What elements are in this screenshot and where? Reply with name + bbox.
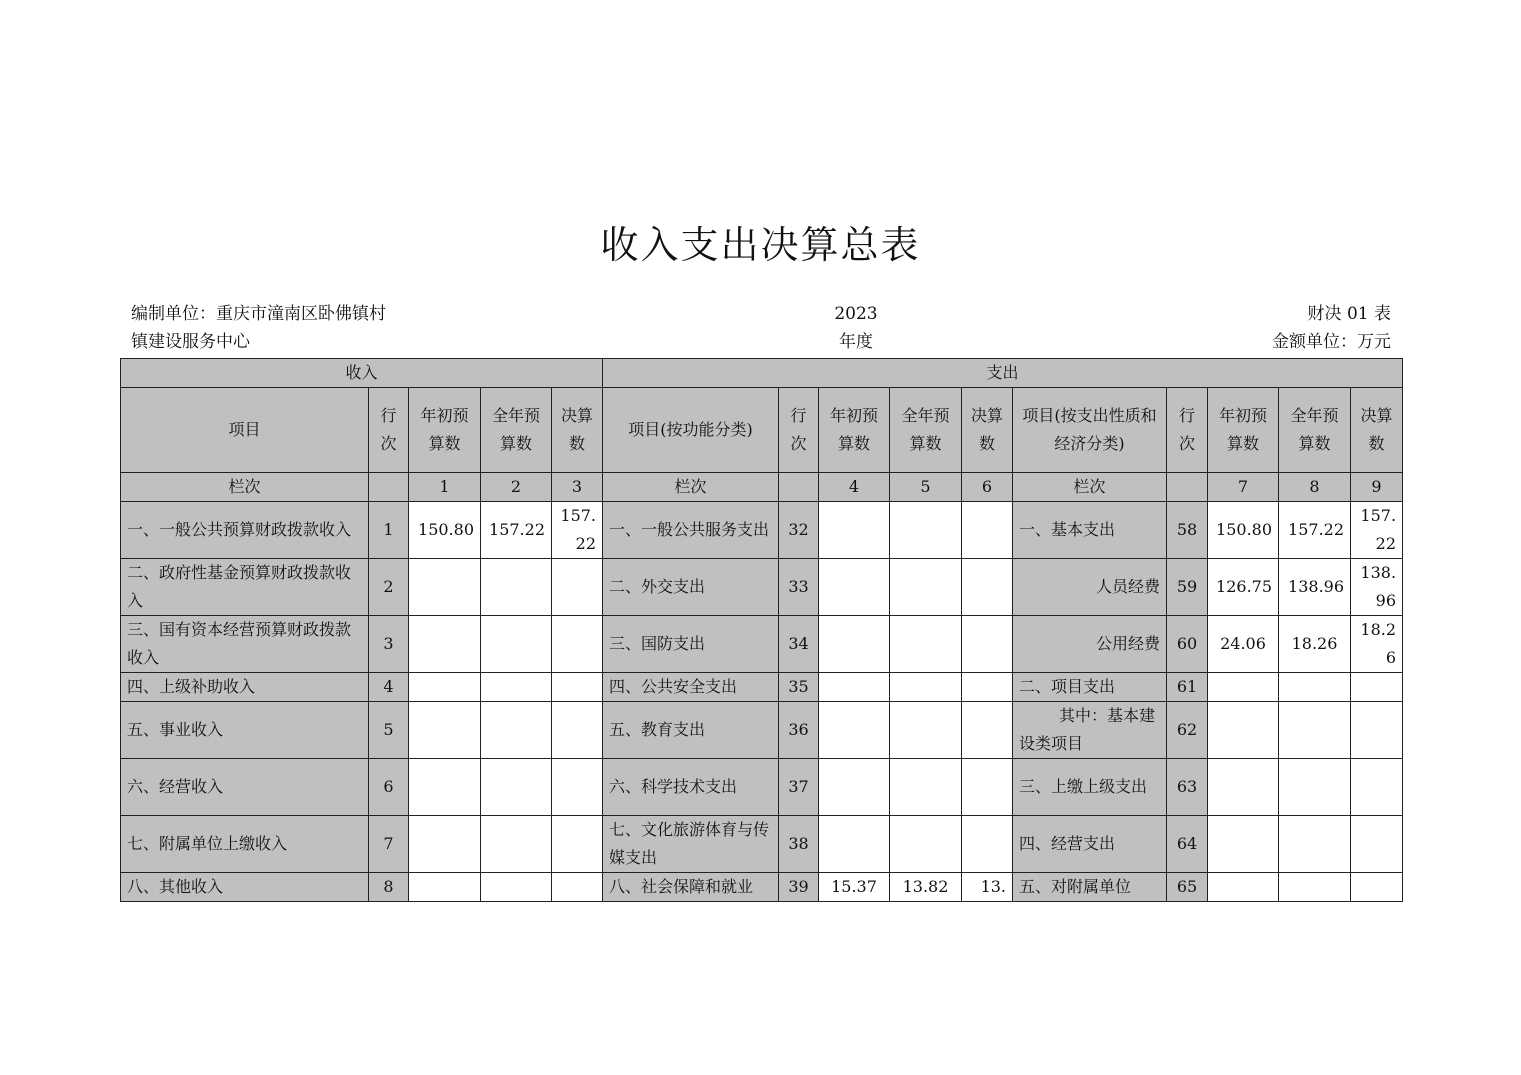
header-row-no: 行次 (779, 388, 819, 473)
header-budget-initial: 年初预算数 (1208, 388, 1279, 473)
compiling-unit: 编制单位：重庆市潼南区卧佛镇村镇建设服务中心 (131, 304, 386, 352)
income-budget-full (481, 873, 552, 902)
income-budget-initial (409, 673, 481, 702)
function-row-no: 36 (779, 702, 819, 759)
column-number: 9 (1351, 473, 1403, 502)
function-row-no: 39 (779, 873, 819, 902)
header-item-by-economic: 项目(按支出性质和经济分类) (1013, 388, 1167, 473)
function-budget-full (890, 759, 962, 816)
income-item: 三、国有资本经营预算财政拨款收入 (121, 616, 369, 673)
header-budget-full: 全年预算数 (481, 388, 552, 473)
income-final (552, 673, 603, 702)
economic-row-no: 63 (1167, 759, 1208, 816)
header-budget-initial: 年初预算数 (819, 388, 890, 473)
income-item: 一、一般公共预算财政拨款收入 (121, 502, 369, 559)
function-budget-full (890, 616, 962, 673)
income-row-no: 7 (369, 816, 409, 873)
function-item: 四、公共安全支出 (603, 673, 779, 702)
economic-final: 157.22 (1351, 502, 1403, 559)
economic-budget-full: 157.22 (1279, 502, 1351, 559)
economic-item: 公用经费 (1013, 616, 1167, 673)
function-final (962, 616, 1013, 673)
section-header-row (121, 359, 1403, 388)
income-budget-initial (409, 559, 481, 616)
economic-budget-initial: 24.06 (1208, 616, 1279, 673)
section-expense: 支出 (603, 359, 1403, 388)
economic-row-no: 60 (1167, 616, 1208, 673)
economic-final: 18.26 (1351, 616, 1403, 673)
income-item: 五、事业收入 (121, 702, 369, 759)
economic-budget-initial (1208, 816, 1279, 873)
economic-budget-full: 138.96 (1279, 559, 1351, 616)
income-budget-initial (409, 873, 481, 902)
function-item: 二、外交支出 (603, 559, 779, 616)
function-budget-full (890, 673, 962, 702)
income-budget-full (481, 616, 552, 673)
economic-item: 其中：基本建设类项目 (1013, 702, 1167, 759)
economic-budget-full (1279, 673, 1351, 702)
economic-budget-full (1279, 759, 1351, 816)
income-item: 七、附属单位上缴收入 (121, 816, 369, 873)
income-final (552, 816, 603, 873)
economic-final (1351, 816, 1403, 873)
column-label: 栏次 (1013, 473, 1167, 502)
column-number: 4 (819, 473, 890, 502)
form-code-and-unit (1272, 300, 1391, 356)
economic-item: 四、经营支出 (1013, 816, 1167, 873)
income-item: 六、经营收入 (121, 759, 369, 816)
income-row-no: 1 (369, 502, 409, 559)
function-budget-full (890, 816, 962, 873)
income-budget-full (481, 559, 552, 616)
function-row-no: 33 (779, 559, 819, 616)
economic-budget-full (1279, 873, 1351, 902)
economic-budget-initial (1208, 873, 1279, 902)
income-row-no: 4 (369, 673, 409, 702)
form-code: 财决 01 表 (1307, 304, 1391, 324)
economic-row-no: 65 (1167, 873, 1208, 902)
income-item: 八、其他收入 (121, 873, 369, 902)
economic-row-no: 64 (1167, 816, 1208, 873)
header-row-no: 行次 (1167, 388, 1208, 473)
economic-budget-initial (1208, 702, 1279, 759)
table-row (121, 759, 1403, 816)
income-final (552, 616, 603, 673)
income-budget-full (481, 702, 552, 759)
table-row (121, 502, 1403, 559)
economic-budget-initial (1208, 673, 1279, 702)
function-item: 五、教育支出 (603, 702, 779, 759)
economic-item: 三、上缴上级支出 (1013, 759, 1167, 816)
income-final (552, 702, 603, 759)
income-expense-table (120, 358, 1403, 902)
function-final (962, 559, 1013, 616)
function-final: 13. (962, 873, 1013, 902)
column-number: 2 (481, 473, 552, 502)
header-budget-full: 全年预算数 (890, 388, 962, 473)
income-row-no: 8 (369, 873, 409, 902)
function-budget-initial (819, 702, 890, 759)
income-budget-full (481, 759, 552, 816)
function-final (962, 759, 1013, 816)
report-year: 2023年度 (834, 304, 878, 352)
income-row-no: 2 (369, 559, 409, 616)
economic-final (1351, 702, 1403, 759)
table-row (121, 816, 1403, 873)
table-row (121, 702, 1403, 759)
function-budget-initial (819, 502, 890, 559)
income-budget-initial (409, 616, 481, 673)
function-budget-full: 13.82 (890, 873, 962, 902)
economic-row-no: 58 (1167, 502, 1208, 559)
economic-budget-initial (1208, 759, 1279, 816)
column-number: 7 (1208, 473, 1279, 502)
economic-final (1351, 873, 1403, 902)
economic-final: 138.96 (1351, 559, 1403, 616)
function-budget-full (890, 502, 962, 559)
column-blank (369, 473, 409, 502)
header-row-no: 行次 (369, 388, 409, 473)
function-budget-initial (819, 816, 890, 873)
economic-row-no: 59 (1167, 559, 1208, 616)
table-row (121, 616, 1403, 673)
function-final (962, 673, 1013, 702)
economic-budget-initial: 150.80 (1208, 502, 1279, 559)
economic-row-no: 61 (1167, 673, 1208, 702)
column-number-row (121, 473, 1403, 502)
income-budget-initial (409, 816, 481, 873)
function-budget-initial (819, 759, 890, 816)
header-final: 决算数 (552, 388, 603, 473)
income-budget-full: 157.22 (481, 502, 552, 559)
column-blank (779, 473, 819, 502)
function-item: 六、科学技术支出 (603, 759, 779, 816)
header-final: 决算数 (962, 388, 1013, 473)
economic-item: 人员经费 (1013, 559, 1167, 616)
function-budget-full (890, 702, 962, 759)
page-title: 收入支出决算总表 (600, 223, 921, 267)
header-item-by-function: 项目(按功能分类) (603, 388, 779, 473)
table-row (121, 673, 1403, 702)
column-number: 5 (890, 473, 962, 502)
income-budget-full (481, 673, 552, 702)
income-budget-initial: 150.80 (409, 502, 481, 559)
income-final (552, 873, 603, 902)
economic-item: 二、项目支出 (1013, 673, 1167, 702)
column-number: 1 (409, 473, 481, 502)
economic-row-no: 62 (1167, 702, 1208, 759)
income-row-no: 3 (369, 616, 409, 673)
income-budget-full (481, 816, 552, 873)
economic-item: 五、对附属单位 (1013, 873, 1167, 902)
economic-budget-initial: 126.75 (1208, 559, 1279, 616)
economic-budget-full (1279, 816, 1351, 873)
income-final: 157.22 (552, 502, 603, 559)
function-final (962, 702, 1013, 759)
income-row-no: 5 (369, 702, 409, 759)
income-final (552, 559, 603, 616)
economic-item: 一、基本支出 (1013, 502, 1167, 559)
function-row-no: 37 (779, 759, 819, 816)
amount-unit: 金额单位：万元 (1272, 332, 1391, 352)
function-final (962, 816, 1013, 873)
income-budget-initial (409, 759, 481, 816)
table-row (121, 873, 1403, 902)
economic-budget-full: 18.26 (1279, 616, 1351, 673)
income-final (552, 759, 603, 816)
function-budget-initial (819, 673, 890, 702)
function-row-no: 35 (779, 673, 819, 702)
column-label: 栏次 (603, 473, 779, 502)
column-number: 3 (552, 473, 603, 502)
income-item: 二、政府性基金预算财政拨款收入 (121, 559, 369, 616)
function-final (962, 502, 1013, 559)
function-budget-initial: 15.37 (819, 873, 890, 902)
header-final: 决算数 (1351, 388, 1403, 473)
column-number: 6 (962, 473, 1013, 502)
header-budget-full: 全年预算数 (1279, 388, 1351, 473)
function-row-no: 34 (779, 616, 819, 673)
function-budget-full (890, 559, 962, 616)
economic-final (1351, 673, 1403, 702)
income-budget-initial (409, 702, 481, 759)
section-income: 收入 (121, 359, 603, 388)
column-header-row (121, 388, 1403, 473)
header-budget-initial: 年初预算数 (409, 388, 481, 473)
function-item: 一、一般公共服务支出 (603, 502, 779, 559)
header-item: 项目 (121, 388, 369, 473)
column-blank (1167, 473, 1208, 502)
function-budget-initial (819, 559, 890, 616)
table-row (121, 559, 1403, 616)
column-number: 8 (1279, 473, 1351, 502)
function-row-no: 32 (779, 502, 819, 559)
income-row-no: 6 (369, 759, 409, 816)
economic-final (1351, 759, 1403, 816)
function-item: 三、国防支出 (603, 616, 779, 673)
function-budget-initial (819, 616, 890, 673)
function-row-no: 38 (779, 816, 819, 873)
economic-budget-full (1279, 702, 1351, 759)
function-item: 八、社会保障和就业 (603, 873, 779, 902)
income-item: 四、上级补助收入 (121, 673, 369, 702)
column-label: 栏次 (121, 473, 369, 502)
function-item: 七、文化旅游体育与传媒支出 (603, 816, 779, 873)
